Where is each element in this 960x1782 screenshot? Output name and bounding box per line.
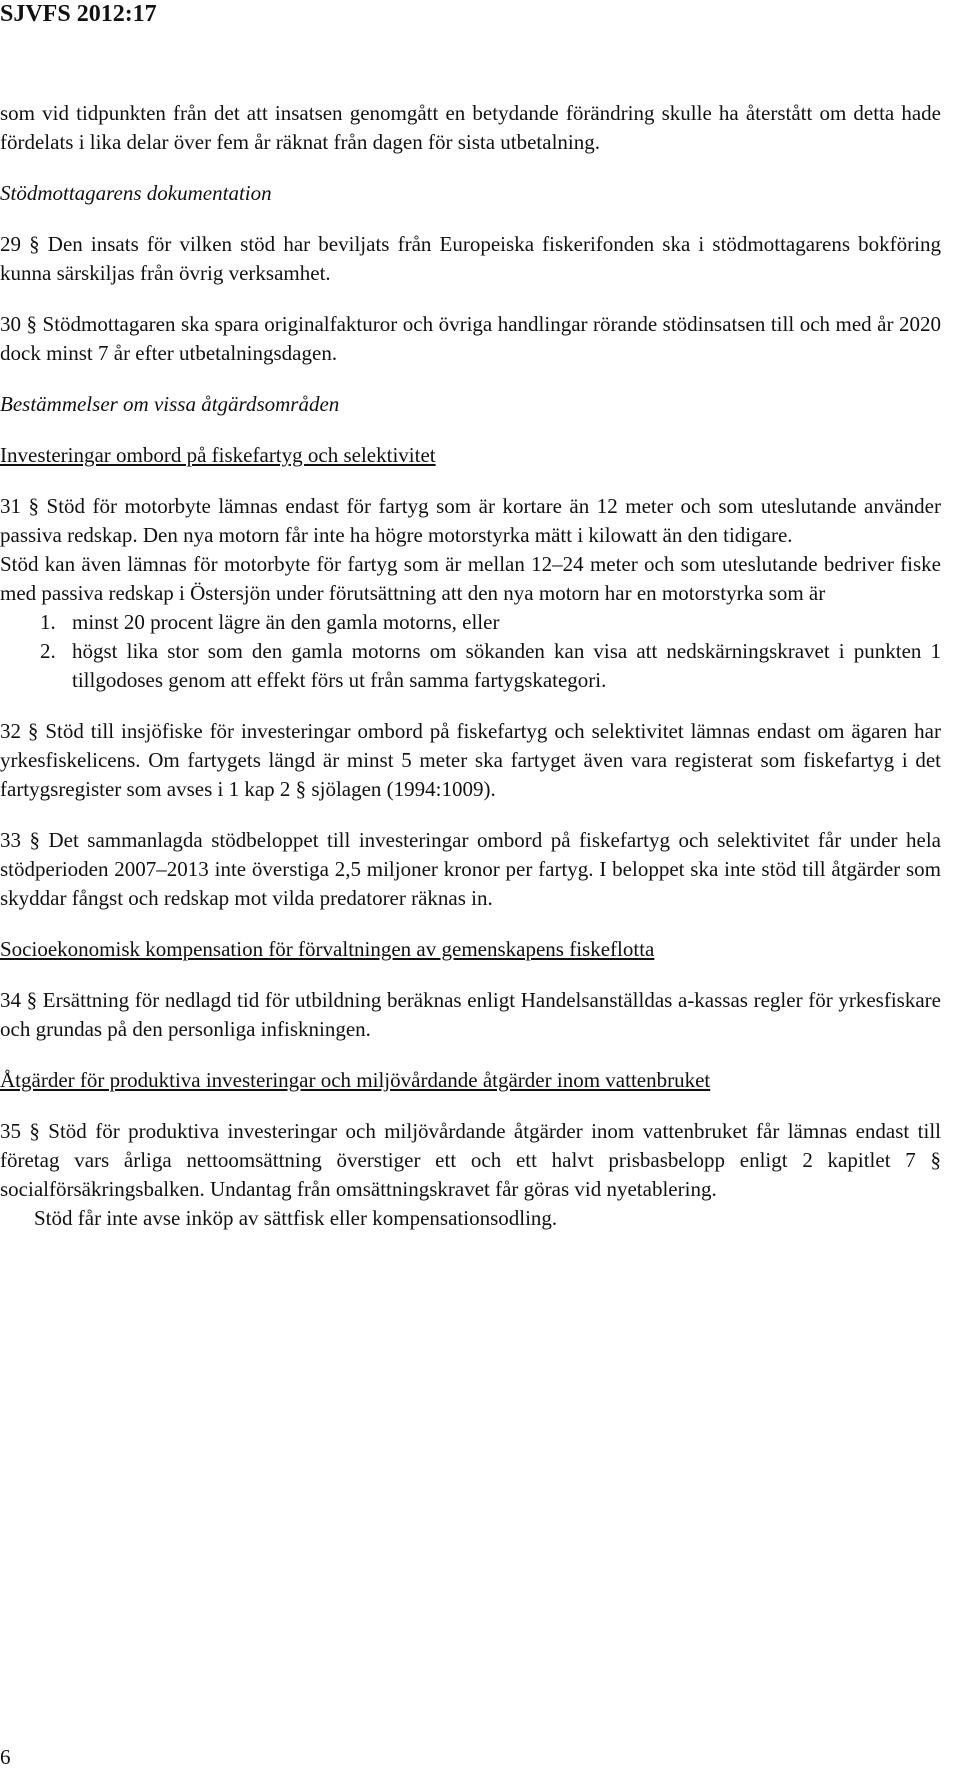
paragraph-29: 29 § Den insats för vilken stöd har beviljats från Europeiska fiskerifonden ska i stödmottagarens bokföring kunna särskiljas från övrig verksamhet. — [0, 232, 941, 285]
paragraph-35: 35 § Stöd för produktiva investeringar och miljövårdande åtgärder inom vattenbruket får lämnas endast till företag vars årliga nettoomsättning överstiger ett och ett halvt prisbasbelopp enligt 2 kapitlet 7 § socialförsäkringsbalken. Undantag från omsättningskravet får göras vid nyetablering. — [0, 1119, 941, 1201]
list-item-number: 1. — [40, 610, 56, 634]
list-item — [0, 608, 941, 637]
paragraph-35-continued: Stöd får inte avse inköp av sättfisk eller kompensationsodling. — [34, 1206, 558, 1230]
list-item — [0, 637, 941, 695]
list-item-number: 2. — [40, 639, 56, 663]
list-item-text: minst 20 procent lägre än den gamla motorns, eller — [72, 610, 500, 634]
intro-paragraph: som vid tidpunkten från det att insatsen genomgått en betydande förändring skulle ha återstått om detta hade fördelats i lika delar över fem år räknat från dagen för sista utbetalning. — [0, 101, 941, 154]
paragraph-32: 32 § Stöd till insjöfiske för investeringar ombord på fiskefartyg och selektivitet lämnas endast om ägaren har yrkesfiskelicens. Om fartygets längd är minst 5 meter ska fartyget även vara registerat som fiskefartyg i det fartygsregister som avses i 1 kap 2 § sjölagen (1994:1009). — [0, 719, 941, 801]
paragraph-31: 31 § Stöd för motorbyte lämnas endast för fartyg som är kortare än 12 meter och som uteslutande använder passiva redskap. Den nya motorn får inte ha högre motorstyrka mätt i kilowatt än den tidigare. — [0, 494, 941, 547]
condition-list — [0, 608, 941, 695]
paragraph-31-continued: Stöd kan även lämnas för motorbyte för fartyg som är mellan 12–24 meter och som uteslutande bedriver fiske med passiva redskap i Östersjön under förutsättning att den nya motorn har en motorstyrka som är — [0, 552, 941, 605]
paragraph-30: 30 § Stödmottagaren ska spara originalfakturor och övriga handlingar rörande stödinsatsen till och med år 2020 dock minst 7 år efter utbetalningsdagen. — [0, 312, 941, 365]
document-header: SJVFS 2012:17 — [0, 1, 157, 27]
page-number: 6 — [0, 1745, 11, 1769]
paragraph-33: 33 § Det sammanlagda stödbeloppet till investeringar ombord på fiskefartyg och selektivitet får under hela stödperioden 2007–2013 inte överstiga 2,5 miljoner kronor per fartyg. I beloppet ska inte stöd till åtgärder som skyddar fångst och redskap mot vilda predatorer räknas in. — [0, 828, 941, 910]
section-heading-socioeconomic: Socioekonomisk kompensation för förvaltningen av gemenskapens fiskeflotta — [0, 937, 655, 961]
section-heading-investments: Investeringar ombord på fiskefartyg och selektivitet — [0, 443, 436, 467]
paragraph-34: 34 § Ersättning för nedlagd tid för utbildning beräknas enligt Handelsanställdas a-kassas regler för yrkesfiskare och grundas på den personliga infiskningen. — [0, 988, 941, 1041]
section-heading-documentation: Stödmottagarens dokumentation — [0, 181, 272, 205]
list-item-text: högst lika stor som den gamla motorns om sökanden kan visa att nedskärningskravet i punkten 1 tillgodoses genom att effekt förs ut från samma fartygskategori. — [72, 639, 941, 692]
section-heading-aquaculture: Åtgärder för produktiva investeringar och miljövårdande åtgärder inom vattenbruket — [0, 1068, 711, 1092]
document-content — [0, 99, 941, 1233]
section-heading-rules: Bestämmelser om vissa åtgärdsområden — [0, 392, 340, 416]
